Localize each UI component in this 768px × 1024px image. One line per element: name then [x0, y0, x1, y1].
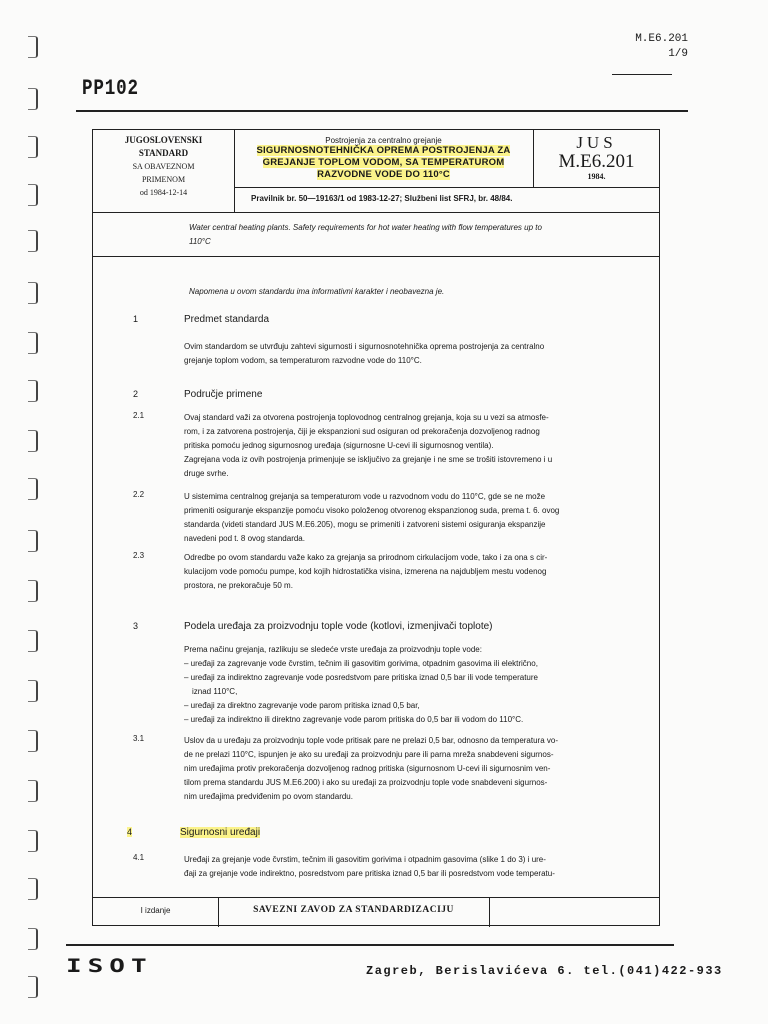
institution-name: SAVEZNI ZAVOD ZA STANDARDIZACIJU [253, 905, 454, 915]
text-line: Ovaj standard važi za otvorena postrojenja toplovodnog centralnog grejanja, koja su u vezi sa atmosfe- [184, 413, 549, 422]
jus-number: M.E6.201 [558, 151, 635, 172]
section-number: 1 [133, 314, 139, 324]
standard-title [234, 145, 533, 181]
page-reference [635, 32, 688, 62]
list-item: – uređaji za indirektno ili direktno zagrevanje vode parom pritiska do 0,5 bar ili vodom do 110°C. [184, 715, 524, 724]
text-line: de ne prelazi 110°C, ispunjen je ako su uređaji za proizvodnju pare ili parna mreža snabdeveni sigurnos- [184, 750, 554, 759]
edition-label: I izdanje [140, 906, 171, 915]
section-3-list [184, 643, 654, 727]
text-line: rom, i za zatvorena postrojenja, čiji je ekspanzioni sud osiguran od prekoračenja dozvoljenog radnog [184, 427, 540, 436]
divider [66, 944, 674, 946]
text-line: tilom prema standardu JUS M.E6.200) i ako su uređaji za proizvodnju tople vode snabdeveni sigurnos- [184, 778, 548, 787]
standard-date: od 1984-12-14 [139, 188, 188, 197]
standard-line4: PRIMENOM [141, 175, 186, 184]
text-line: Ovim standardom se utvrđuju zahtevi sigurnosti i sigurnosnotehnička oprema postrojenja za centralno [184, 342, 545, 351]
text-line: druge svrhe. [184, 469, 229, 478]
paragraph-number: 2.2 [133, 490, 145, 499]
section-title: Predmet standarda [184, 314, 270, 325]
text-line: Zagrejana voda iz ovih postrojenja primenjuje se isključivo za grejanje i ne sme se trošiti istovremeno i u [184, 455, 553, 464]
document-code: PP102 [82, 76, 139, 101]
standard-line1: JUGOSLOVENSKI [124, 135, 203, 145]
text-line: U sistemima centralnog grejanja sa temperaturom vode u razvodnom vodu do 110°C, gde se ne može [184, 492, 546, 501]
text-line: kulacijom vode pomoću pumpe, kod kojih hidrostatička visina, izmerena na najdubljem mestu vodenog [184, 567, 547, 576]
paragraph-4-1 [184, 853, 654, 881]
text-line: pritiska pomoću jednog sigurnosnog uređaja (sigurnosne U-cevi ili sigurnosnog ventila). [184, 441, 494, 450]
paragraph-number: 2.1 [133, 411, 145, 420]
isot-logo: ISOT [66, 956, 153, 977]
title-line-1: SIGURNOSNOTEHNIČKA OPREMA POSTROJENJA ZA [256, 145, 511, 156]
list-item: – uređaji za direktno zagrevanje vode parom pritiska iznad 0,5 bar, [184, 701, 420, 710]
jus-year: 1984. [587, 172, 606, 181]
page-ref-number: 1/9 [668, 48, 688, 60]
informative-note: Napomena u ovom standardu ima informativni karakter i neobavezna je. [189, 287, 445, 296]
paragraph-number: 4.1 [133, 853, 145, 862]
text-line: primeniti osiguranje ekspanzije pomoću visoko položenog otvorenog ekspanzionog suda, prema t. 6. ovog [184, 506, 560, 515]
jus-code-box [533, 134, 660, 181]
standard-type-box [93, 134, 234, 199]
paragraph-2-1 [184, 411, 654, 481]
paragraph-3-1 [184, 734, 654, 804]
title-line-3: RAZVODNE VODE DO 110°C [317, 169, 450, 180]
section-4-number: 4 [127, 827, 133, 837]
list-item: – uređaji za zagrevanje vode čvrstim, tečnim ili gasovitim gorivima, otpadnim gasovima ili električno, [184, 659, 538, 668]
jus-label: JUS [576, 133, 617, 152]
section-title: Područje primene [184, 389, 263, 400]
paragraph-number: 2.3 [133, 551, 145, 560]
paragraph-number: 3.1 [133, 734, 145, 743]
section-number [123, 827, 136, 837]
text-line: navedeni pod t. 8 ovog standarda. [184, 534, 305, 543]
text-line: đaji za grejanje vode indirektno, posredstvom pare pritiska iznad 0,5 bar ili posredstvom vode temperatu- [184, 869, 555, 878]
list-item: iznad 110°C, [192, 687, 238, 696]
english-title-line: Water central heating plants. Safety requirements for hot water heating with flow temperatures up to [189, 223, 542, 232]
standard-line3: SA OBAVEZNOM [132, 162, 195, 171]
title-line-2: GREJANJE TOPLOM VODOM, SA TEMPERATUROM [262, 157, 505, 168]
standard-line2: STANDARD [138, 148, 189, 158]
page-ref-code: M.E6.201 [635, 33, 688, 45]
standard-frame [92, 129, 660, 926]
text-line: Uređaji za grejanje vode čvrstim, tečnim ili gasovitim gorivima i otpadnim gasovima (slike 1 do 3) i ure- [184, 855, 546, 864]
text-line: Odredbe po ovom standardu važe kako za grejanja sa prirodnom cirkulacijom vode, tako i za ona s cir- [184, 553, 548, 562]
divider [612, 74, 672, 75]
list-item: – uređaji za indirektno zagrevanje vode posredstvom pare pritiska iznad 0,5 bar ili vode temperature [184, 673, 538, 682]
section-title [180, 827, 260, 838]
text-line: nim uređajima predviđenim po ovom standardu. [184, 792, 353, 801]
section-1-text [184, 340, 654, 368]
section-number: 3 [133, 621, 139, 631]
text-line: prostora, ne prekoračuje 50 m. [184, 581, 293, 590]
title-box [234, 136, 533, 181]
paragraph-2-2 [184, 490, 654, 546]
text-line: Prema načinu grejanja, razlikuju se sledeće vrste uređaja za proizvodnju tople vode: [184, 645, 482, 654]
section-number: 2 [133, 389, 139, 399]
publisher-address: Zagreb, Berislavićeva 6. tel.(041)422-933 [366, 964, 723, 978]
section-title: Podela uređaja za proizvodnju tople vode (kotlovi, izmenjivači toplote) [184, 621, 493, 632]
text-line: grejanje toplom vodom, sa temperaturom razvodne vode do 110°C. [184, 356, 422, 365]
english-title-line: 110°C [189, 237, 211, 246]
text-line: Uslov da u uređaju za proizvodnju tople vode pritisak pare ne prelazi 0,5 bar, odnosno da temperatura vo- [184, 736, 559, 745]
section-4-title: Sigurnosni uređaji [180, 827, 261, 838]
english-title [189, 221, 649, 249]
text-line: standarda (videti standard JUS M.E6.205), mogu se primeniti i zatvoreni sistemi osiguranja ekspanzije [184, 520, 546, 529]
divider [76, 110, 688, 112]
regulation-reference: Pravilnik br. 50—19163/1 od 1983-12-27; Službeni list SFRJ, br. 48/84. [251, 194, 513, 203]
paragraph-2-3 [184, 551, 654, 593]
text-line: nim uređajima protiv prekoračenja dozvoljenog radnog pritiska (sigurnosnom U-cevi ili sigurnosnim ven- [184, 764, 551, 773]
category-label: Postrojenja za centralno grejanje [325, 136, 442, 145]
